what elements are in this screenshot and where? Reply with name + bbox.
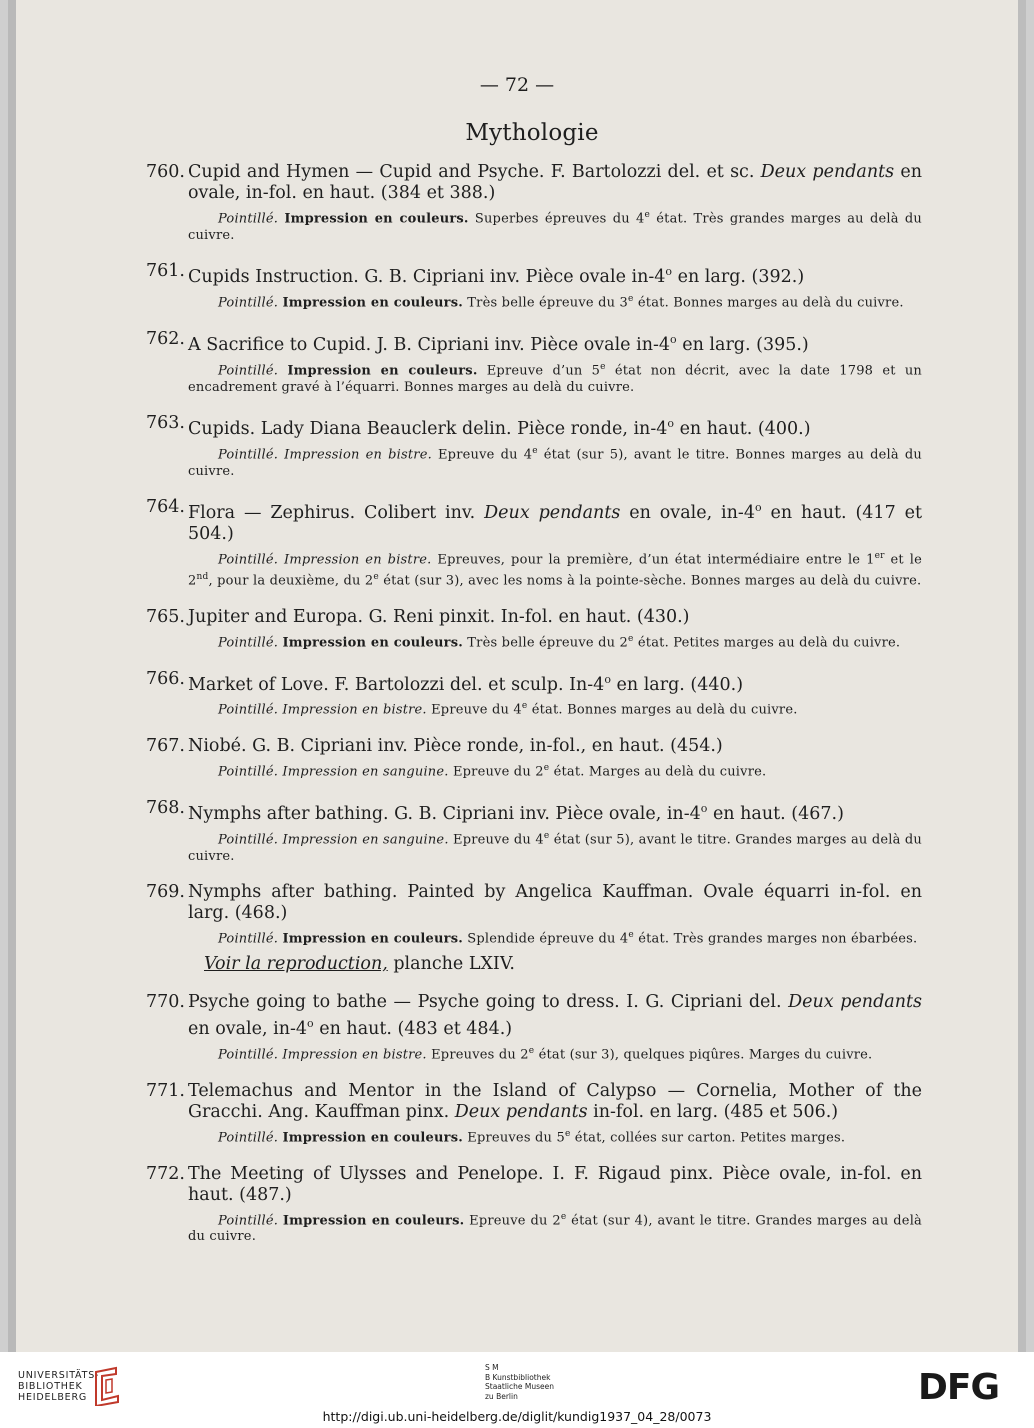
text-run: état (sur 5), avant le titre. Grandes marges au delà du cuivre. [188,832,923,864]
entry-number: 762. [146,328,185,349]
catalogue-entry [146,497,922,589]
text-run: état. Marges au delà du cuivre. [549,764,767,780]
text-run: Cupids. Lady Diana Beauclerk delin. Pièce ronde, in-4 [188,418,668,439]
page-number: — 72 — [479,74,555,96]
entry-number: 768. [146,798,185,819]
entry-note [188,828,922,865]
text-run: état. Très grandes marges non ébarbées. [633,931,918,947]
text-run [278,363,287,378]
entry-note [188,631,922,652]
italic-run: Pointillé. Impression en bistre. [218,552,432,568]
smb-line: Staatliche Museen [485,1382,554,1391]
text-run: état. Petites marges au delà du cuivre. [633,635,901,651]
text-run: Cupids Instruction. G. B. Cipriani inv. Pièce ovale in-4 [188,267,666,288]
text-run: en haut. (483 et 484.) [313,1018,513,1039]
catalogue-entry [146,1081,922,1147]
text-run: et le 2 [188,552,922,589]
text-run: en haut. (467.) [707,803,844,824]
superscript: e [373,571,379,582]
university-line: BIBLIOTHEK [18,1381,83,1392]
superscript: e [543,763,550,774]
entry-title [188,162,922,204]
entry-number: 763. [146,413,185,434]
superscript: o [665,265,673,279]
text-run: état (sur 5), avant le titre. Bonnes marges au delà du cuivre. [188,447,922,479]
entry-title [188,261,922,288]
text-run: en larg. (392.) [672,267,805,288]
text-run: en ovale, in-fol. en haut. (384 et 388.) [188,162,922,203]
text-run: en haut. (417 et 504.) [188,503,922,545]
entry-title [188,413,922,440]
text-run: Epreuves du 2 [426,1047,529,1063]
italic-run: Pointillé. [218,1130,279,1146]
entry-title [188,669,922,696]
entry-title [188,882,922,924]
entry-note [188,359,922,396]
text-run: état non décrit, avec la date 1798 et un encadrement gravé à l’équarri. Bonnes marges au delà du cuivre. [188,363,922,395]
reproduction-link[interactable]: Voir la reproduction, [204,954,388,975]
text-run: Très belle épreuve du 3 [462,295,629,311]
text-run: état (sur 3), avec les noms à la pointe-sèche. Bonnes marges au delà du cuivre. [378,573,922,589]
university-line: HEIDELBERG [18,1392,88,1403]
text-run: Telemachus and Mentor in the Island of Calypso — Cornelia, Mother of the Gracchi. Ang. Kauffman pinx. [188,1080,922,1122]
university-mark-icon [92,1366,122,1406]
bold-run: Impression en couleurs. [282,931,463,947]
text-run: Epreuves du 5 [462,1130,565,1146]
reproduction-reference [188,954,922,975]
smb-line: zu Berlin [485,1391,518,1401]
entry-note [188,927,922,948]
superscript: o [604,672,611,686]
superscript: e [628,633,634,644]
bold-run: Impression en couleurs. [287,363,478,379]
text-run: Nymphs after bathing. Painted by Angelica Kauffman. Ovale équarri in-fol. en larg. (468.) [188,882,922,924]
superscript: e [628,930,634,941]
bold-run: Impression en couleurs. [284,211,469,227]
text-run: Epreuve d’un 5 [477,363,601,379]
italic-run: Pointillé. Impression en bistre. [218,702,427,718]
entry-note [188,698,922,719]
page-edge-left [8,0,16,1352]
catalogue-entry [146,261,922,312]
source-url-link[interactable]: http://digi.ub.uni-heidelberg.de/diglit/kundig1937_04_28/0073 [322,1409,712,1424]
entry-note [188,1043,922,1064]
italic-run: Pointillé. [218,1212,279,1228]
text-run: Jupiter and Europa. G. Reni pinxit. In-fol. en haut. (430.) [188,606,690,627]
text-run: en ovale, in-4 [188,1018,308,1039]
italic-run: Deux pendants [454,1101,588,1122]
catalogue-entry [146,1164,922,1246]
text-run: état (sur 4), avant le titre. Grandes marges au delà du cuivre. [188,1212,922,1245]
entry-number: 771. [146,1080,185,1101]
superscript: e [644,210,651,220]
entry-title [188,798,922,825]
italic-run: Pointillé. [218,931,279,947]
entry-title [188,992,922,1040]
smb-line: S M [485,1363,499,1372]
superscript: e [600,361,606,372]
text-run: état, collées sur carton. Petites marges. [570,1130,846,1146]
text-run: Nymphs after bathing. G. B. Cipriani inv. Pièce ovale, in-4 [188,803,701,824]
superscript: o [307,1017,314,1031]
entry-number: 767. [146,736,185,757]
superscript: er [874,551,885,562]
italic-run: Pointillé. Impression en bistre. [218,1047,427,1063]
italic-run: Pointillé. [218,363,279,379]
bold-run: Impression en couleurs. [282,295,463,311]
italic-run: Pointillé. [218,211,279,227]
superscript: e [628,294,634,305]
bold-run: Impression en couleurs. [282,1130,463,1146]
italic-run: Deux pendants [484,503,621,524]
text-run: Market of Love. F. Bartolozzi del. et sculp. In-4 [188,674,605,695]
entry-title [188,1164,922,1206]
superscript: e [560,1211,567,1222]
text-run: Très belle épreuve du 2 [462,635,629,651]
entry-note [188,291,922,312]
italic-run: Deux pendants [760,162,895,182]
entry-note [188,443,922,480]
catalogue-entries [146,162,922,1263]
section-title: Mythologie [465,120,599,146]
text-run: Flora — Zephirus. Colibert inv. [188,503,485,524]
entry-title [188,497,922,545]
text-run: , pour la deuxième, du 2 [208,573,374,589]
italic-run: Deux pendants [788,992,922,1013]
superscript: e [528,1045,535,1056]
university-library-logo[interactable] [18,1370,99,1403]
text-run: Epreuve du 4 [448,832,544,848]
bold-run: Impression en couleurs. [282,1212,465,1228]
catalogue-entry [146,798,922,865]
text-run: A Sacrifice to Cupid. J. B. Cipriani inv. Pièce ovale in-4 [188,334,671,355]
text-run: The Meeting of Ulysses and Penelope. I. F. Rigaud pinx. Pièce ovale, in-fol. en haut. (487.) [188,1163,922,1205]
entry-number: 765. [146,606,185,627]
superscript: o [670,332,677,346]
entry-note [188,760,922,781]
text-run: état. Très grandes marges au delà du cuivre. [188,211,922,243]
entry-note [188,1209,922,1246]
text-run: état (sur 3), quelques piqûres. Marges du cuivre. [534,1047,873,1063]
entry-number: 760. [146,162,185,182]
dfg-logo[interactable]: DFG [918,1367,1000,1408]
text-run: en larg. (395.) [676,334,809,355]
text-run: in-fol. en larg. (485 et 506.) [587,1101,839,1122]
text-run: Psyche going to bathe — Psyche going to dress. I. G. Cipriani del. [188,992,789,1013]
text-run: en ovale, in-4 [620,503,755,524]
entry-title [188,1081,922,1123]
text-run: Epreuve du 2 [448,764,544,780]
text-run: Cupid and Hymen — Cupid and Psyche. F. Bartolozzi del. et sc. [188,162,761,182]
text-run: Superbes épreuves du 4 [468,211,645,227]
superscript: o [667,417,675,431]
text-run: Splendide épreuve du 4 [462,931,629,947]
text-run: état. Bonnes marges au delà du cuivre. [633,295,904,311]
catalogue-entry [146,992,922,1064]
italic-run: Pointillé. [218,635,279,651]
italic-run: Pointillé. [218,295,279,311]
catalogue-entry [146,669,922,720]
entry-title [188,736,922,757]
smb-line: B Kunstbibliothek [485,1372,551,1382]
superscript: e [521,701,528,712]
page-edge-right [1018,0,1026,1352]
superscript: o [754,501,762,515]
plate-reference: planche LXIV. [387,954,515,975]
italic-run: Pointillé. Impression en sanguine. [218,764,449,780]
text-run: Epreuve du 4 [431,447,533,463]
superscript: o [700,802,708,816]
text-run: Epreuve du 2 [464,1212,561,1228]
catalogue-entry [146,736,922,781]
superscript: e [564,1128,571,1139]
text-run: Epreuves, pour la première, d’un état intermédiaire entre le 1 [431,552,875,568]
superscript: nd [196,571,209,582]
superscript: e [532,445,538,456]
catalogue-entry [146,162,922,244]
entry-note [188,1126,922,1147]
entry-title [188,607,922,628]
entry-number: 770. [146,992,185,1013]
text-run: Epreuve du 4 [426,702,522,718]
catalogue-entry [146,882,922,975]
superscript: e [543,830,550,841]
university-line: UNIVERSITÄTS- [18,1370,100,1381]
entry-note [188,207,922,244]
entry-number: 764. [146,497,185,518]
italic-run: Pointillé. Impression en sanguine. [218,832,449,848]
text-run: état. Bonnes marges au delà du cuivre. [527,702,798,718]
text-run: Niobé. G. B. Cipriani inv. Pièce ronde, in-fol., en haut. (454.) [188,736,723,757]
entry-note [188,548,922,590]
entry-number: 761. [146,261,185,282]
entry-number: 766. [146,668,185,689]
bold-run: Impression en couleurs. [282,635,463,651]
entry-title [188,329,922,356]
catalogue-entry [146,329,922,396]
footer [0,1352,1034,1428]
italic-run: Pointillé. Impression en bistre. [218,447,432,463]
smb-logo[interactable] [485,1363,554,1401]
text-run: en haut. (400.) [674,418,811,439]
catalogue-entry [146,413,922,480]
text-run: en larg. (440.) [610,674,744,695]
catalogue-entry [146,607,922,652]
entry-number: 772. [146,1163,185,1184]
entry-number: 769. [146,882,185,903]
